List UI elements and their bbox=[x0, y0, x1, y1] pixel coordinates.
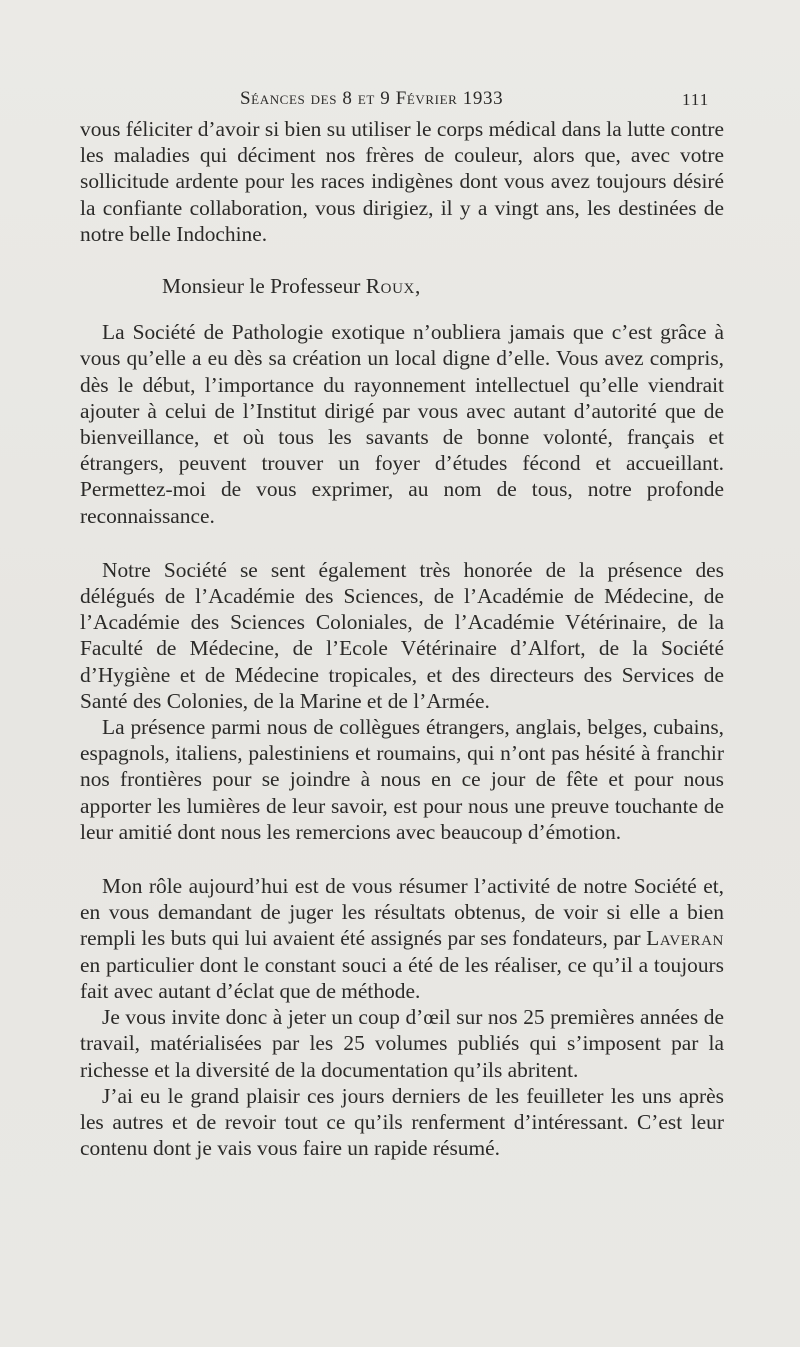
paragraph-7: J’ai eu le grand plaisir ces jours derniers de les feuilleter les uns après les autres et de revoir tout ce qu’ils renferment d’intéressant. C’est leur contenu dont je vais vous faire un rapide résumé. bbox=[80, 1083, 724, 1161]
salutation-suffix: , bbox=[414, 274, 421, 299]
paragraph-6: Je vous invite donc à jeter un coup d’œil sur nos 25 premières années de travail, matérialisées par les 25 volumes publiés qui s’imposent par la richesse et la diversité de la documentation qu’ils abritent. bbox=[80, 1005, 724, 1082]
paragraph-5 bbox=[80, 873, 724, 1004]
paragraph-1: vous féliciter d’avoir si bien su utiliser le corps médical dans la lutte contre les maladies qui déciment nos frères de couleur, alors que, avec votre sollicitude ardente pour les races indigènes dont vous avez toujours désiré la confiante collaboration, vous dirigiez, il y a vingt ans, les destinées de notre belle Indochine. bbox=[80, 117, 724, 246]
paragraph-4: La présence parmi nous de collègues étrangers, anglais, belges, cubains, espagnols, italiens, palestiniens et roumains, qui n’ont pas hésité à franchir nos frontières pour se joindre à nous en ce jour de fête et pour nous apporter les lumières de leur savoir, est pour nous une preuve touchante de leur amitié dont nous les remercions avec beaucoup d’émotion. bbox=[80, 715, 724, 844]
page-header bbox=[0, 88, 800, 112]
paragraph-2: La Société de Pathologie exotique n’oubliera jamais que c’est grâce à vous qu’elle a eu dès sa création un local digne d’elle. Vous avez compris, dès le début, l’importance du rayonnement intellectuel qu’elle viendrait ajouter à celui de l’Institut dirigé par vous avec autant d’autorité que de bienveillance, et où tous les savants de bonne volonté, français et étrangers, peuvent trouver un foyer d’études fécond et accueillant. Permettez-moi de vous exprimer, au nom de tous, notre profonde reconnaissance. bbox=[80, 320, 724, 528]
salutation-name: Roux bbox=[365, 274, 415, 299]
page-number: 111 bbox=[682, 90, 710, 109]
paragraph-5-part-1: Mon rôle aujourd’hui est de vous résumer l’activité de notre Société et, en vous demandant de juger les résultats obtenus, de voir si elle a bien rempli les buts qui lui avaient été assignés par ses fondateurs, par bbox=[80, 874, 724, 951]
salutation-prefix: Monsieur le Professeur bbox=[162, 274, 366, 299]
paragraph-5-part-2: en particulier dont le constant souci a été de les réaliser, ce qu’il a toujours fait avec autant d’éclat que de méthode. bbox=[80, 952, 724, 1003]
paragraph-3: Notre Société se sent également très honorée de la présence des délégués de l’Académie des Sciences, de l’Académie de Médecine, de l’Académie des Sciences Coloniales, de l’Académie Vétérinaire, de la Faculté de Médecine, de l’Ecole Vétérinaire d’Alfort, de la Société d’Hygiène et de Médecine tropicales, et des directeurs des Services de Santé des Colonies, de la Marine et de l’Armée. bbox=[80, 557, 724, 713]
paragraph-5-name: Laveran bbox=[646, 926, 724, 951]
running-title: Séances des 8 et 9 Février 1933 bbox=[240, 88, 504, 109]
body-text bbox=[80, 116, 724, 1161]
salutation bbox=[80, 273, 724, 299]
